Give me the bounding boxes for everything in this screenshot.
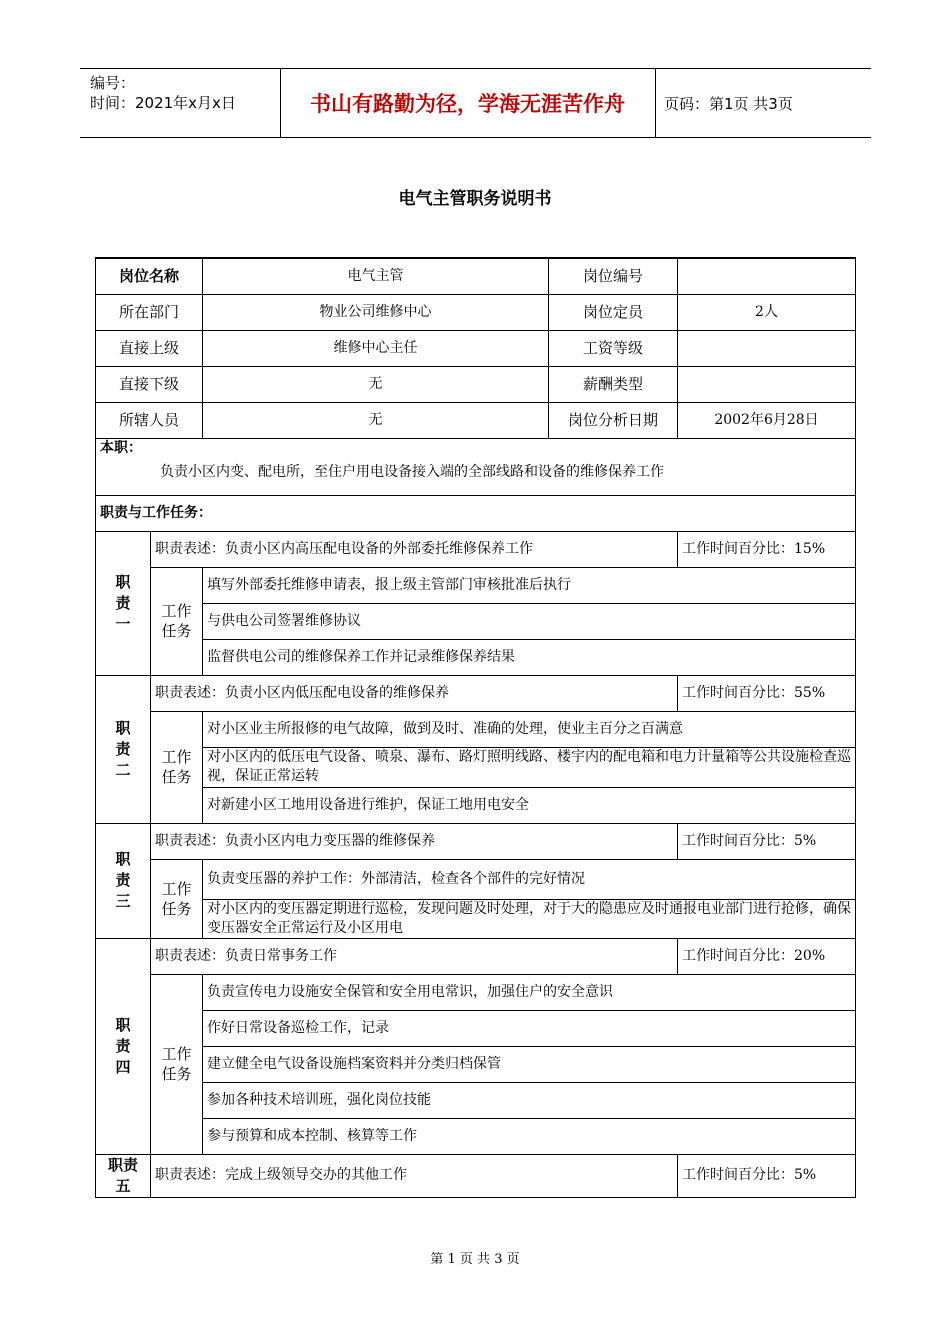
duty-description: 职责表述：负责小区内高压配电设备的外部委托维修保养工作 [151, 531, 678, 567]
table-row [96, 859, 856, 899]
duty-name-text: 职责五 [107, 1155, 138, 1195]
info-value: 2人 [678, 294, 856, 330]
info-label: 薪酬类型 [549, 366, 678, 402]
work-task-item: 对新建小区工地用设备进行维护，保证工地用电安全 [203, 787, 856, 823]
work-task-label [151, 859, 203, 938]
main-duty-text: 负责小区内变、配电所，至住户用电设备接入端的全部线路和设备的维修保养工作 [160, 463, 664, 480]
info-label: 所辖人员 [96, 402, 203, 438]
table-row [96, 1010, 856, 1046]
header-divider [655, 69, 656, 137]
duty-name-text: 职责一 [115, 572, 131, 633]
info-label: 岗位定员 [549, 294, 678, 330]
work-task-item: 对小区业主所报修的电气故障，做到及时、准确的处理，使业主百分之百满意 [203, 711, 856, 747]
work-task-item: 负责宣传电力设施安全保管和安全用电常识，加强住户的安全意识 [203, 974, 856, 1010]
header-meta [90, 73, 236, 113]
duty-description: 职责表述：完成上级领导交办的其他工作 [151, 1154, 678, 1197]
info-value: 无 [203, 366, 549, 402]
table-row [96, 711, 856, 747]
table-row [96, 823, 856, 859]
info-label: 岗位名称 [96, 258, 203, 294]
work-task-item: 与供电公司签署维修协议 [203, 603, 856, 639]
table-row [96, 438, 856, 495]
table-row [96, 1046, 856, 1082]
info-value [678, 366, 856, 402]
duty-time-percentage: 工作时间百分比：15% [678, 531, 856, 567]
table-row [96, 531, 856, 567]
table-row [96, 747, 856, 787]
duty-time-percentage: 工作时间百分比：20% [678, 938, 856, 974]
table-row [96, 787, 856, 823]
table-row [96, 603, 856, 639]
header-page-info: 页码：第1页 共3页 [664, 94, 793, 113]
duty-description: 职责表述：负责日常事务工作 [151, 938, 678, 974]
table-row [96, 366, 856, 402]
main-duty-section [96, 438, 856, 495]
header-motto: 书山有路勤为径，学海无涯苦作舟 [310, 92, 625, 116]
work-task-item: 建立健全电气设备设施档案资料并分类归档保管 [203, 1046, 856, 1082]
work-task-item: 作好日常设备巡检工作，记录 [203, 1010, 856, 1046]
table-row [96, 1118, 856, 1154]
duty-name-text: 职责三 [115, 850, 131, 910]
header-time: 时间：2021年x月x日 [90, 94, 236, 112]
duty-time-percentage: 工作时间百分比：55% [678, 675, 856, 711]
work-task-item: 负责变压器的养护工作：外部清洁，检查各个部件的完好情况 [203, 859, 856, 899]
duty-name-text: 职责四 [115, 1015, 131, 1076]
table-row [96, 974, 856, 1010]
info-value [678, 330, 856, 366]
work-task-item: 对小区内的变压器定期进行巡检，发现问题及时处理，对于大的隐患应及时通报电业部门进行抢修，确保变压器安全正常运行及小区用电 [203, 899, 856, 938]
table-row [96, 899, 856, 938]
info-label: 直接上级 [96, 330, 203, 366]
duty-name [96, 1154, 151, 1197]
page-header [80, 68, 871, 138]
duty-description: 职责表述：负责小区内低压配电设备的维修保养 [151, 675, 678, 711]
info-label: 直接下级 [96, 366, 203, 402]
page-footer: 第 1 页 共 3 页 [430, 1252, 520, 1267]
work-task-label [151, 567, 203, 675]
info-value: 电气主管 [203, 258, 549, 294]
duty-name-text: 职责二 [115, 718, 131, 779]
tasks-section-label: 职责与工作任务： [96, 495, 856, 531]
work-task-item: 参加各种技术培训班，强化岗位技能 [203, 1082, 856, 1118]
work-task-label-text: 工作任务 [161, 748, 192, 786]
duty-description: 职责表述：负责小区内电力变压器的维修保养 [151, 823, 678, 859]
work-task-item: 对小区内的低压电气设备、喷泉、瀑布、路灯照明线路、楼宇内的配电箱和电力计量箱等公共设施检查巡视，保证正常运转 [203, 747, 856, 787]
info-value: 维修中心主任 [203, 330, 549, 366]
work-task-item: 填写外部委托维修申请表，报上级主管部门审核批准后执行 [203, 567, 856, 603]
main-duty-label: 本职： [100, 439, 142, 456]
info-label: 所在部门 [96, 294, 203, 330]
work-task-label-text: 工作任务 [161, 602, 192, 640]
table-row [96, 938, 856, 974]
info-label: 岗位编号 [549, 258, 678, 294]
work-task-item: 参与预算和成本控制、核算等工作 [203, 1118, 856, 1154]
table-row [96, 639, 856, 675]
job-description-table [95, 257, 856, 1198]
duty-time-percentage: 工作时间百分比：5% [678, 1154, 856, 1197]
table-row [96, 330, 856, 366]
duty-name [96, 823, 151, 938]
table-row [96, 402, 856, 438]
work-task-item: 监督供电公司的维修保养工作并记录维修保养结果 [203, 639, 856, 675]
info-label: 工资等级 [549, 330, 678, 366]
table-row [96, 1082, 856, 1118]
info-value [678, 258, 856, 294]
info-value: 物业公司维修中心 [203, 294, 549, 330]
header-number: 编号： [90, 74, 136, 92]
document-title: 电气主管职务说明书 [398, 189, 552, 209]
info-value: 无 [203, 402, 549, 438]
work-task-label [151, 974, 203, 1154]
table-row [96, 1154, 856, 1197]
duty-name [96, 938, 151, 1154]
work-task-label-text: 工作任务 [161, 1045, 192, 1083]
duty-name [96, 675, 151, 823]
table-row [96, 675, 856, 711]
table-row [96, 258, 856, 294]
duty-time-percentage: 工作时间百分比：5% [678, 823, 856, 859]
table-row [96, 294, 856, 330]
work-task-label-text: 工作任务 [161, 879, 192, 918]
duty-name [96, 531, 151, 675]
info-label: 岗位分析日期 [549, 402, 678, 438]
work-task-label [151, 711, 203, 823]
info-value: 2002年6月28日 [678, 402, 856, 438]
table-row [96, 495, 856, 531]
table-row [96, 567, 856, 603]
